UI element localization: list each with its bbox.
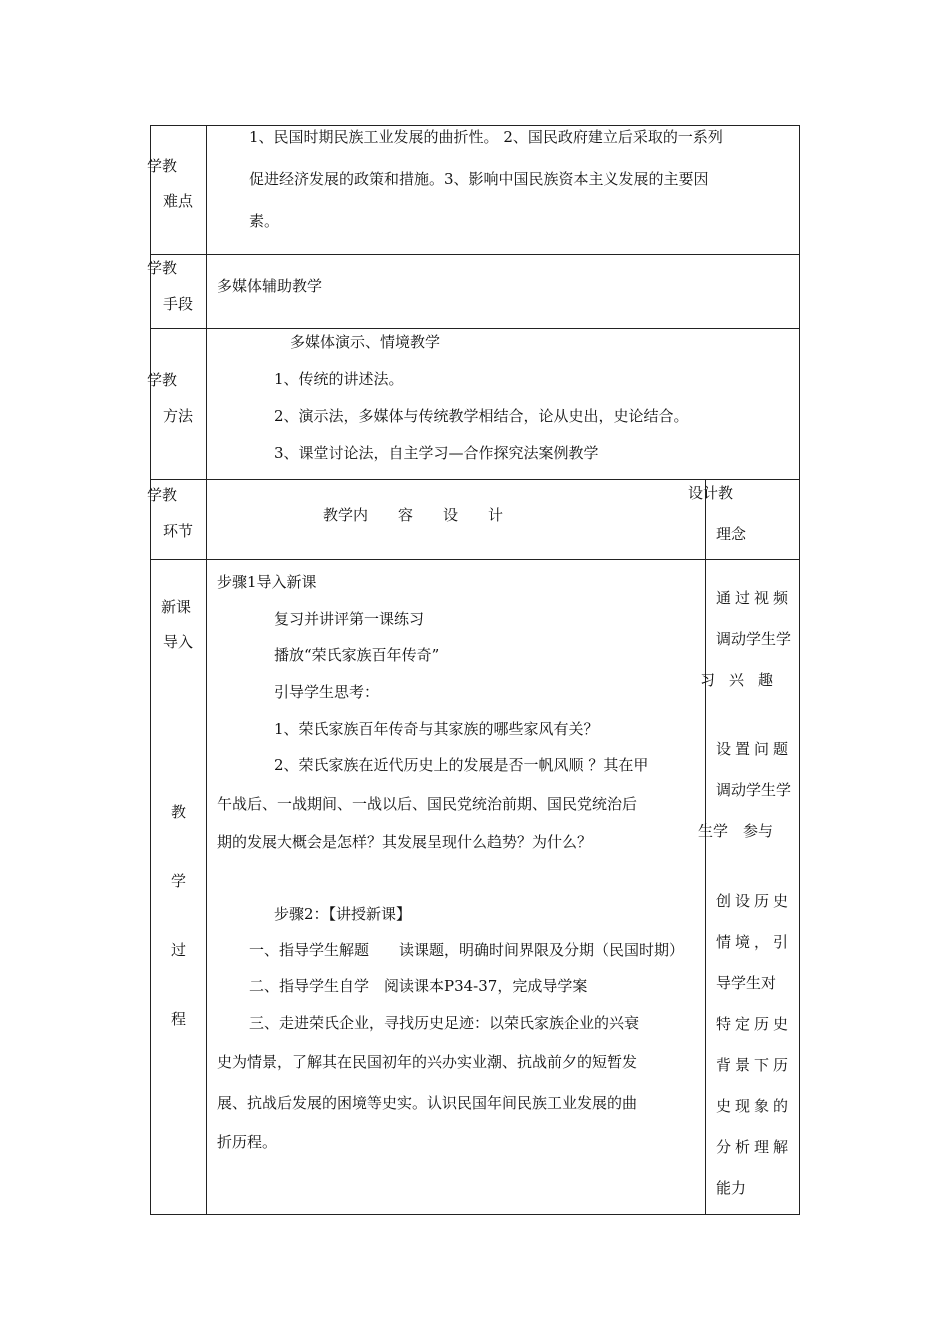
means-label-1: 学教 xyxy=(147,259,178,277)
difficulty-line-1: 1、民国时期民族工业发展的曲折性。 2、国民政府建立后采取的一系列 xyxy=(249,128,723,146)
column-divider xyxy=(206,125,207,1215)
stage-process-char: 程 xyxy=(171,1010,187,1028)
content-line: 播放“荣氏家族百年传奇” xyxy=(274,646,440,664)
row-divider xyxy=(150,479,800,480)
method-line-2: 1、传统的讲述法。 xyxy=(274,370,404,388)
row-divider xyxy=(150,328,800,329)
question-2-line-2: 午战后、一战期间、一战以后、国民党统治前期、国民党统治后 xyxy=(217,795,638,813)
difficulty-line-3: 素。 xyxy=(249,212,280,230)
table-border-bottom xyxy=(150,1214,800,1215)
design-note: 特定历史 xyxy=(716,1015,793,1033)
design-header-2: 理念 xyxy=(716,525,747,543)
stage-intro-1: 新课 xyxy=(161,598,192,616)
content-line: 史为情景，了解其在民国初年的兴办实业潮、抗战前夕的短暂发 xyxy=(217,1053,638,1071)
means-content: 多媒体辅助教学 xyxy=(217,277,323,295)
content-line: 折历程。 xyxy=(217,1133,278,1151)
stage-process-char: 过 xyxy=(171,941,187,959)
design-note: 导学生对 xyxy=(716,974,777,992)
design-note: 能力 xyxy=(716,1179,747,1197)
table-border-top xyxy=(150,125,800,126)
question-2-line-3: 期的发展大概会是怎样？其发展呈现什么趋势？为什么？ xyxy=(217,833,593,851)
content-line: 引导学生思考： xyxy=(274,683,380,701)
section-label-2: 环节 xyxy=(163,522,194,540)
method-line-1: 多媒体演示、情境教学 xyxy=(290,333,441,351)
method-label-2: 方法 xyxy=(163,407,194,425)
section-label-1: 学教 xyxy=(147,486,178,504)
row-divider xyxy=(150,254,800,255)
design-note: 调动学生学 xyxy=(716,630,792,648)
stage-process-char: 教 xyxy=(171,803,187,821)
method-line-3: 2、演示法，多媒体与传统教学相结合，论从史出，史论结合。 xyxy=(274,407,689,425)
content-line: 一、指导学生解题 读课题，明确时间界限及分期（民国时期） xyxy=(249,941,685,959)
design-note: 设置问题 xyxy=(716,740,793,758)
question-2-line-1: 2、荣氏家族在近代历史上的发展是否一帆风顺 ？其在甲 xyxy=(274,756,649,774)
design-column-divider xyxy=(705,479,706,1215)
means-label-2: 手段 xyxy=(163,295,194,313)
design-note: 调动学生学 xyxy=(716,781,792,799)
row-divider xyxy=(150,559,800,560)
design-note: 习兴趣 xyxy=(700,671,788,689)
design-note: 创设历史 xyxy=(716,892,793,910)
difficulty-label-1: 学教 xyxy=(147,157,178,175)
content-line: 展、抗战后发展的困境等史实。认识民国年间民族工业发展的曲 xyxy=(217,1094,638,1112)
step1-title: 步骤1导入新课 xyxy=(217,573,317,591)
design-note: 通过视频 xyxy=(716,589,793,607)
question-1: 1、荣氏家族百年传奇与其家族的哪些家风有关？ xyxy=(274,720,599,738)
stage-intro-2: 导入 xyxy=(163,633,194,651)
content-header: 教学内 容 设 计 xyxy=(323,506,504,524)
stage-process-char: 学 xyxy=(171,872,187,890)
table-border-left xyxy=(150,125,151,1215)
design-note: 史现象的 xyxy=(716,1097,793,1115)
difficulty-line-2: 促进经济发展的政策和措施。3、影响中国民族资本主义发展的主要因 xyxy=(249,170,709,188)
difficulty-label-2: 难点 xyxy=(163,192,194,210)
method-label-1: 学教 xyxy=(147,371,178,389)
design-note: 情境，引 xyxy=(716,933,793,951)
content-line: 二、指导学生自学 阅读课本P34-37，完成导学案 xyxy=(249,977,588,995)
content-line: 复习并讲评第一课练习 xyxy=(274,610,425,628)
method-line-4: 3、课堂讨论法，自主学习—合作探究法案例教学 xyxy=(274,444,599,462)
design-note: 背景下历 xyxy=(716,1056,793,1074)
table-border-right xyxy=(799,125,800,1215)
design-note: 分析理解 xyxy=(716,1138,793,1156)
step2-title: 步骤2：【讲授新课】 xyxy=(274,905,412,923)
content-line: 三、走进荣氏企业，寻找历史足迹：以荣氏家族企业的兴衰 xyxy=(249,1014,640,1032)
design-note: 生学 参与 xyxy=(698,822,774,840)
design-header-1: 设计教 xyxy=(688,484,734,502)
